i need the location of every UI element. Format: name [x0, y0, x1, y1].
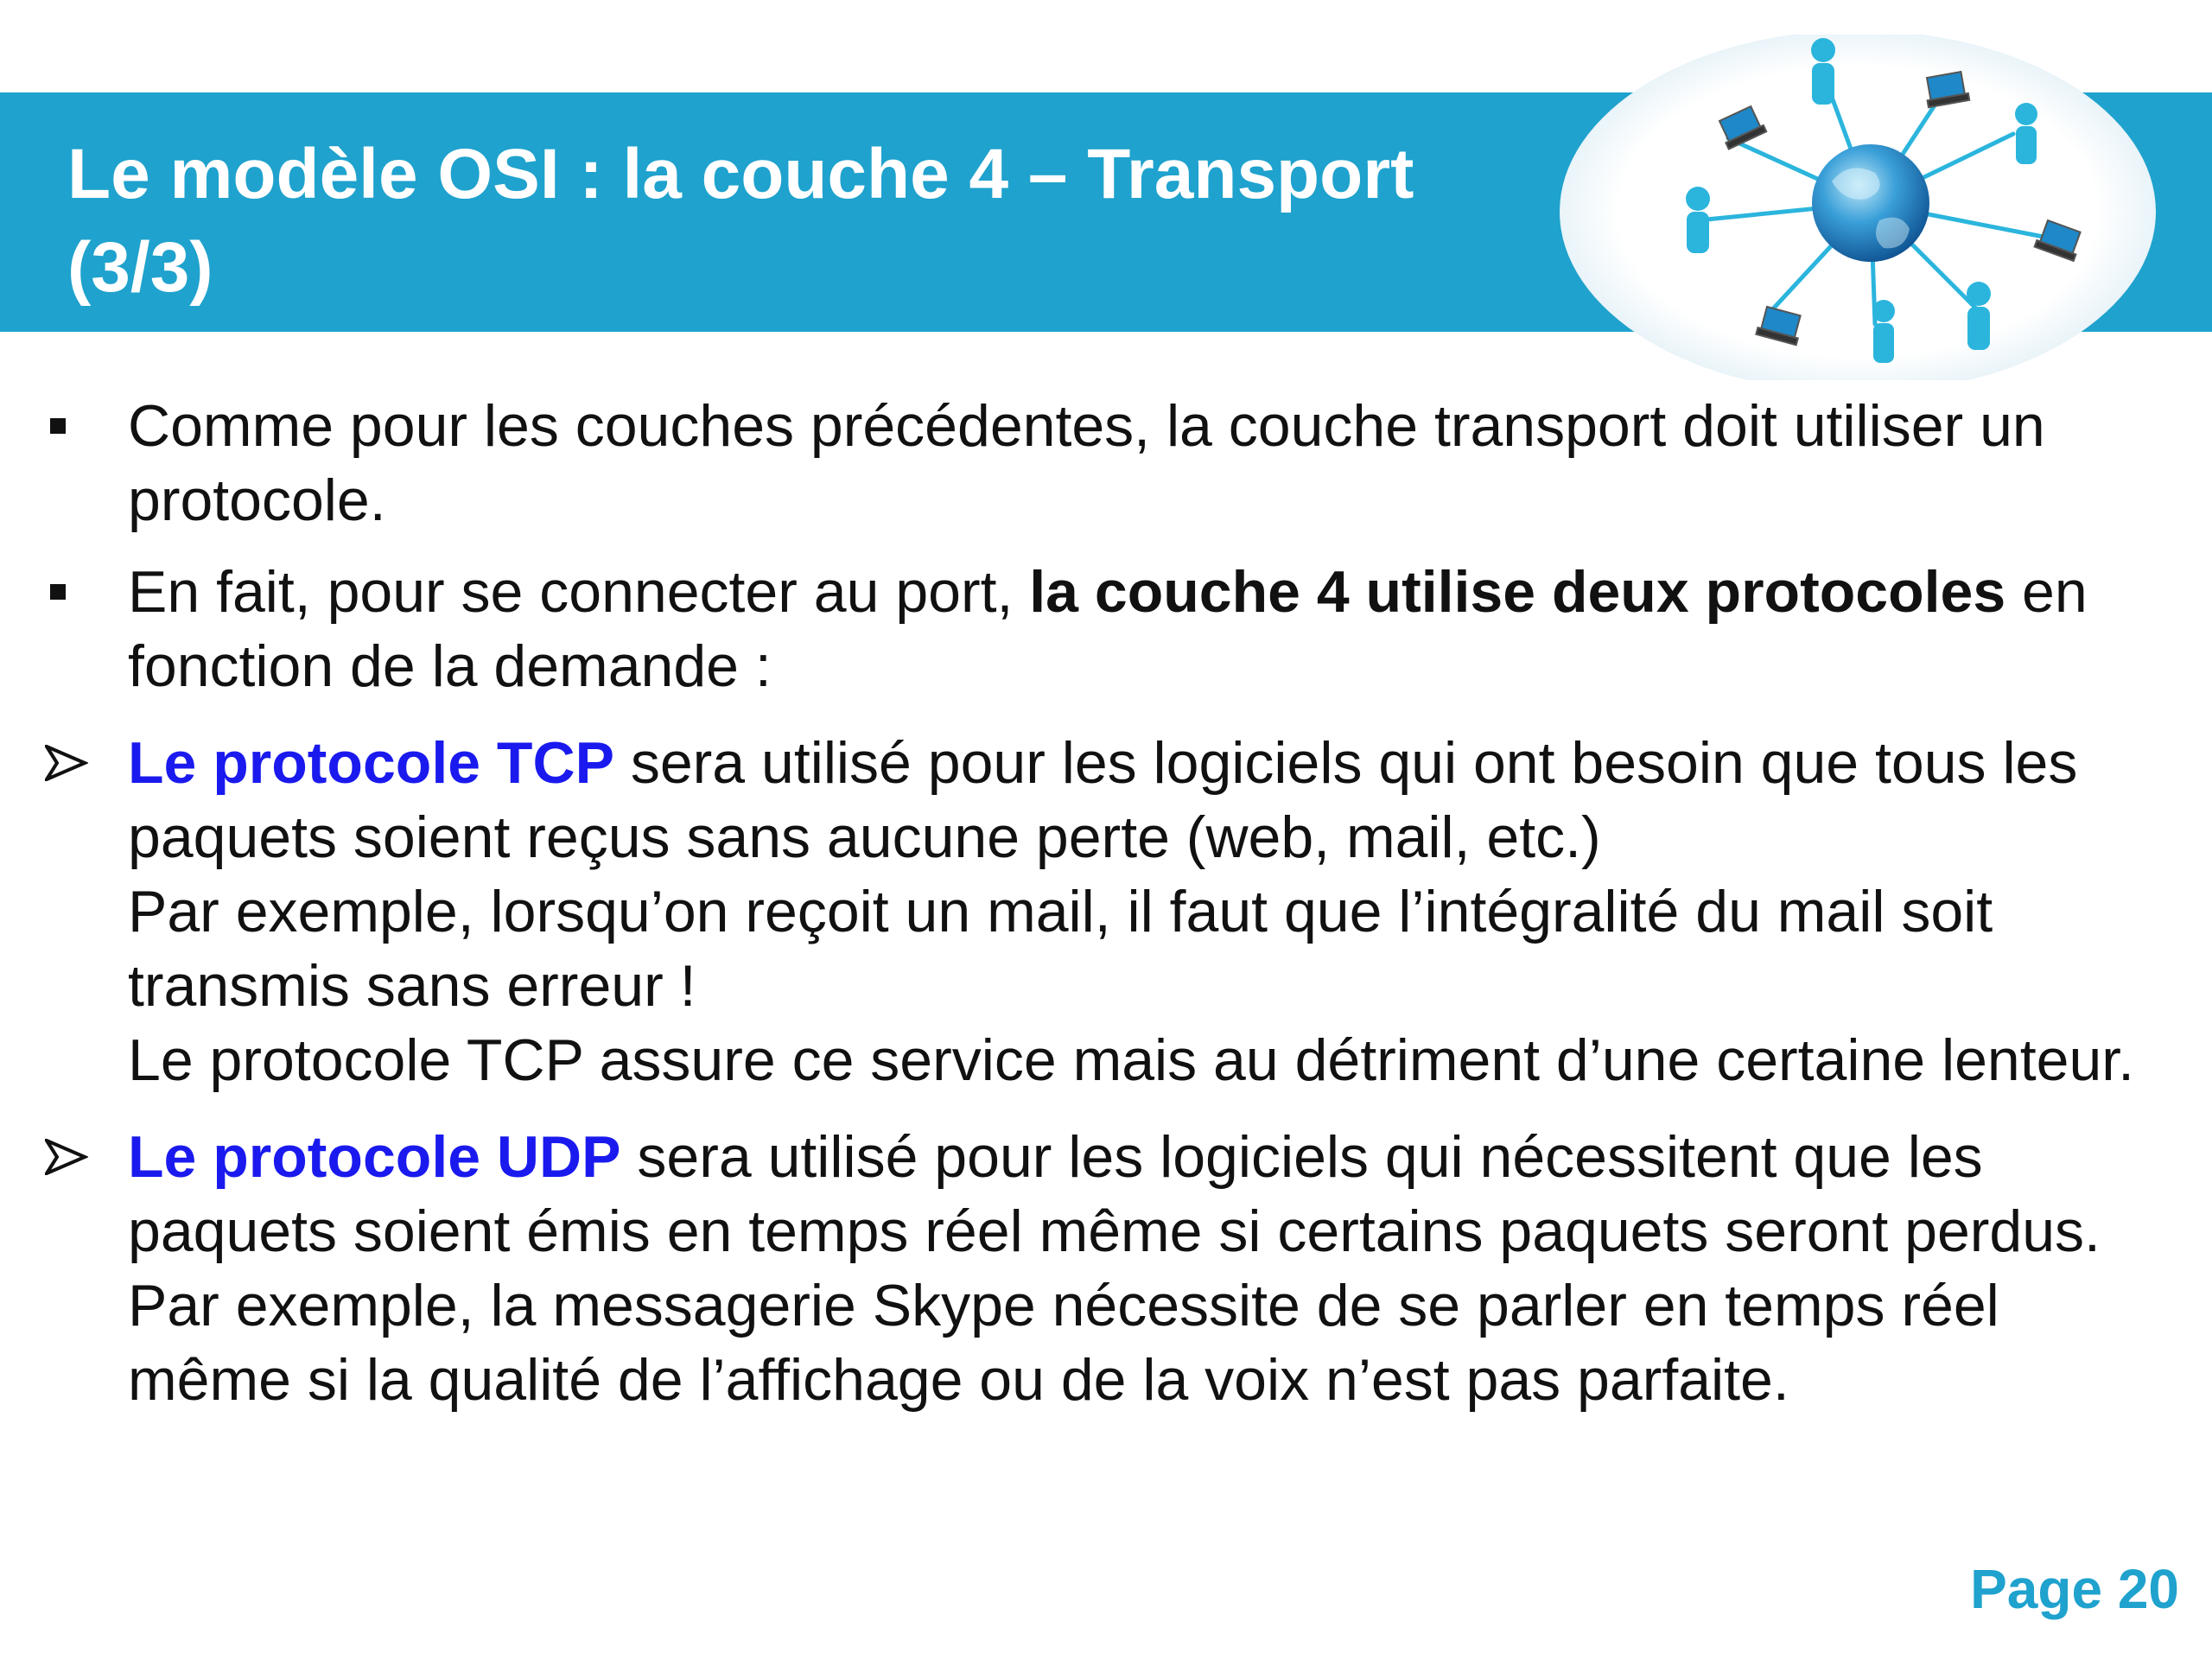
- bullet-text-plain: En fait, pour se connecter au port,: [128, 559, 1030, 625]
- protocol-desc-text: sera utilisé pour les logiciels qui ont besoin que tous les paquets soient reçus sans aucune perte (web, mail, etc.): [128, 730, 2078, 870]
- slide-title-line-2: (3/3): [67, 228, 213, 307]
- protocol-item-tcp: [0, 726, 2212, 1097]
- slide-body: [0, 389, 2212, 1417]
- bullet-text-bold: la couche 4 utilise deux protocoles: [1029, 559, 2006, 625]
- protocol-description: [128, 1120, 2177, 1268]
- protocol-name: Le protocole TCP: [128, 730, 614, 796]
- slide-title: [67, 128, 1588, 315]
- bullet-text: [128, 555, 2177, 703]
- protocol-name: Le protocole UDP: [128, 1124, 621, 1190]
- network-globe-icon: [1547, 35, 2169, 380]
- slide-title-line-1: Le modèle OSI : la couche 4 – Transport: [67, 135, 1414, 213]
- protocol-note: Le protocole TCP assure ce service mais au détriment d’une certaine lenteur.: [128, 1027, 2135, 1093]
- protocol-example: Par exemple, la messagerie Skype nécessite de se parler en temps réel même si la qualité de l’affichage ou de la voix n’est pas parfaite.: [128, 1273, 1999, 1413]
- protocol-desc-text: sera utilisé pour les logiciels qui nécessitent que les paquets soient émis en temps réel même si certains paquets seront perdus.: [128, 1124, 2101, 1264]
- protocol-description: [128, 726, 2177, 874]
- bullet-item: [0, 555, 2212, 703]
- bullet-text: Comme pour les couches précédentes, la couche transport doit utiliser un protocole.: [128, 393, 2045, 533]
- page-number: Page 20: [1970, 1558, 2179, 1620]
- protocol-example: Par exemple, lorsqu’on reçoit un mail, il faut que l’intégralité du mail soit transmis sans erreur !: [128, 879, 1993, 1019]
- protocol-item-udp: [0, 1120, 2212, 1417]
- bullet-item: [0, 389, 2212, 537]
- bullet-text-plain: en fonction de la demande :: [128, 559, 2088, 699]
